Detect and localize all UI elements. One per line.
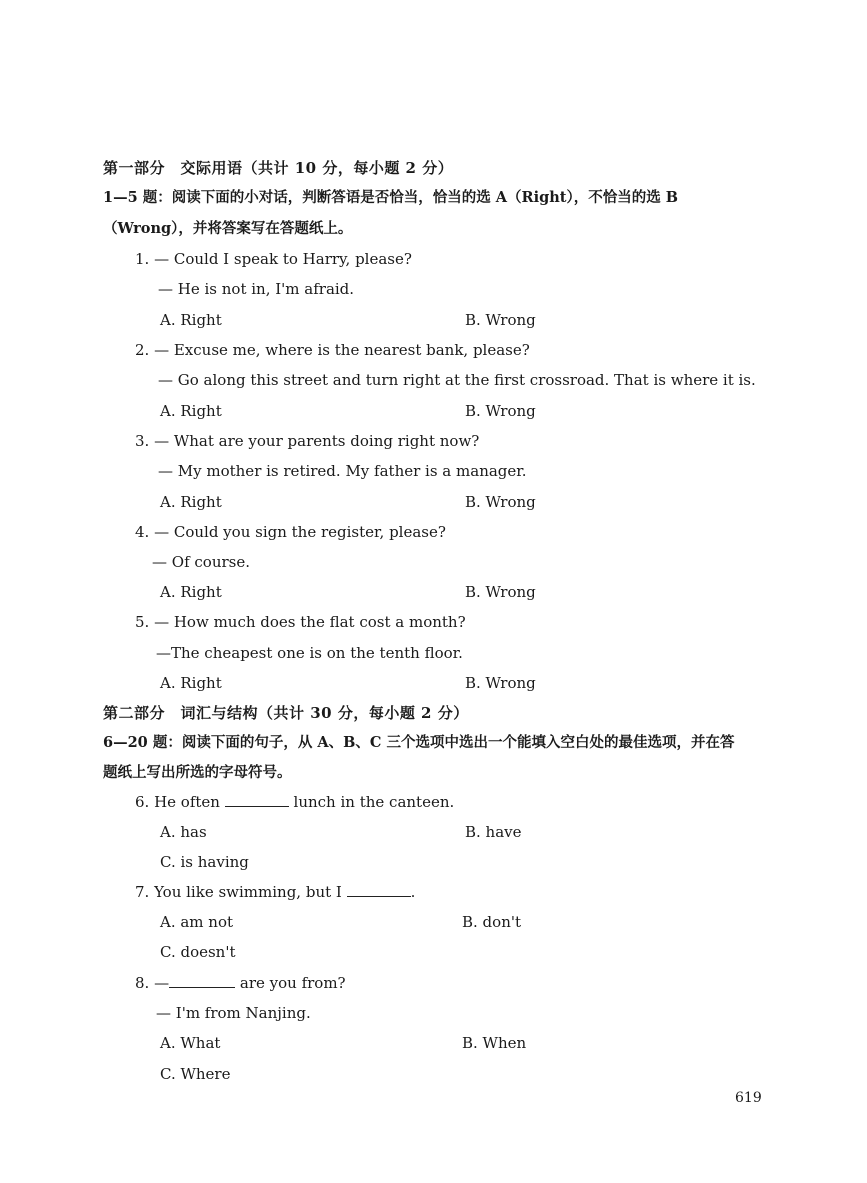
- question-4: 4. — Could you sign the register, please?: [135, 523, 446, 541]
- part2-instruction-line2: 题纸上写出所选的字母符号。: [103, 764, 292, 781]
- answer-blank: [225, 792, 289, 807]
- question-8-text-before: 8. —: [135, 974, 170, 992]
- q6-option-a: A. has: [160, 823, 207, 841]
- q3-option-a: A. Right: [160, 493, 222, 511]
- part1-instruction-line1: 1—5 题：阅读下面的小对话，判断答语是否恰当，恰当的选 A（Right），不恰当的选 B: [103, 189, 679, 206]
- q8-option-b: B. When: [462, 1034, 527, 1052]
- q7-option-c: C. doesn't: [160, 943, 236, 961]
- answer-3: — My mother is retired. My father is a manager.: [158, 462, 527, 480]
- question-1: 1. — Could I speak to Harry, please?: [135, 250, 412, 268]
- q3-option-b: B. Wrong: [465, 493, 536, 511]
- question-7: [135, 882, 415, 902]
- question-7-text-before: 7. You like swimming, but I: [135, 883, 342, 901]
- question-6-text-after: lunch in the canteen.: [293, 793, 455, 811]
- q8-option-c: C. Where: [160, 1065, 231, 1083]
- q7-option-a: A. am not: [160, 913, 234, 931]
- answer-blank: [169, 973, 235, 988]
- part1-heading: 第一部分 交际用语（共计 10 分，每小题 2 分）: [103, 159, 454, 177]
- question-2: 2. — Excuse me, where is the nearest bank, please?: [135, 341, 530, 359]
- q5-option-b: B. Wrong: [465, 674, 536, 692]
- answer-5: —The cheapest one is on the tenth floor.: [156, 644, 463, 662]
- q6-option-c: C. is having: [160, 853, 249, 871]
- q4-option-a: A. Right: [160, 583, 222, 601]
- q2-option-b: B. Wrong: [465, 402, 536, 420]
- q5-option-a: A. Right: [160, 674, 222, 692]
- question-8: [135, 973, 346, 993]
- answer-8: — I'm from Nanjing.: [156, 1004, 311, 1022]
- q7-option-b: B. don't: [462, 913, 522, 931]
- q4-option-b: B. Wrong: [465, 583, 536, 601]
- page-number: 619: [735, 1090, 762, 1106]
- q1-option-b: B. Wrong: [465, 311, 536, 329]
- q1-option-a: A. Right: [160, 311, 222, 329]
- q8-option-a: A. What: [160, 1034, 221, 1052]
- q6-option-b: B. have: [465, 823, 522, 841]
- question-7-text-after: .: [410, 883, 416, 901]
- part1-instruction-line2: （Wrong），并将答案写在答题纸上。: [103, 220, 353, 237]
- answer-4: — Of course.: [152, 553, 250, 571]
- question-6-text-before: 6. He often: [135, 793, 220, 811]
- part2-heading: 第二部分 词汇与结构（共计 30 分，每小题 2 分）: [103, 704, 469, 722]
- part2-instruction-line1: 6—20 题：阅读下面的句子，从 A、B、C 三个选项中选出一个能填入空白处的最佳选项，并在答: [103, 734, 735, 751]
- question-6: [135, 792, 454, 812]
- question-5: 5. — How much does the flat cost a month?: [135, 613, 466, 631]
- answer-2: — Go along this street and turn right at the first crossroad. That is where it is.: [158, 371, 756, 389]
- answer-1: — He is not in, I'm afraid.: [158, 280, 355, 298]
- question-3: 3. — What are your parents doing right now?: [135, 432, 480, 450]
- question-8-text-after: are you from?: [239, 974, 346, 992]
- answer-blank: [347, 882, 411, 897]
- q2-option-a: A. Right: [160, 402, 222, 420]
